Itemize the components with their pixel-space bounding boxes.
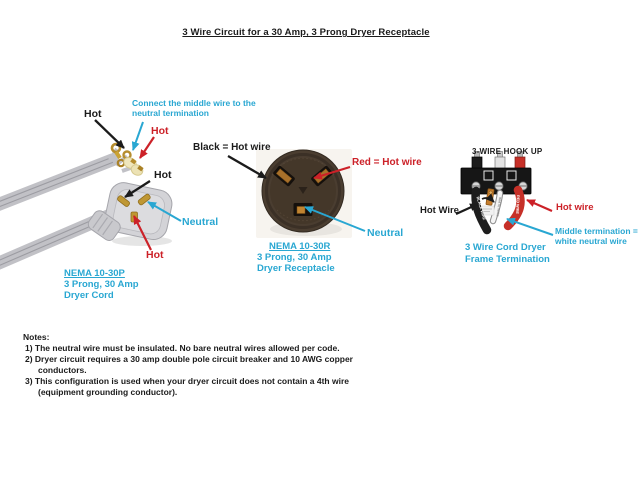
connect-note-line2: neutral termination: [132, 108, 209, 118]
notes-heading: Notes:: [23, 332, 50, 342]
label-hot-wire-right: Hot wire: [556, 202, 594, 213]
caption-plug-line1: NEMA 10-30P: [64, 268, 125, 279]
label-middle-termination: [555, 226, 638, 246]
red-wire-label: RED WIRE: [515, 194, 520, 215]
caption-plug: [64, 268, 139, 301]
caption-plug-line2: 3 Prong, 30 Amp: [64, 279, 139, 290]
terminal-block-illustration: [461, 152, 531, 231]
white-wire-label: WHITE WIRE: [495, 196, 502, 217]
note-line-2b: conductors.: [38, 365, 87, 375]
caption-hookup-line1: 3 Wire Cord Dryer: [465, 242, 546, 253]
note-line-3: 3) This configuration is used when your dryer circuit does not contain a 4th wire: [25, 376, 349, 386]
label-hot-terminal-right: Hot: [151, 125, 169, 137]
caption-receptacle-line1: NEMA 10-30R: [269, 241, 331, 252]
middle-termination-line2: white neutral wire: [555, 236, 627, 246]
caption-hookup: [465, 242, 550, 265]
notes-block: [23, 332, 353, 398]
connect-note-line1: Connect the middle wire to the: [132, 98, 256, 108]
label-neutral-receptacle: Neutral: [367, 227, 404, 239]
receptacle-photo: [256, 149, 352, 238]
plug: [86, 180, 175, 246]
caption-hookup-line2: Frame Termination: [465, 253, 550, 265]
caption-receptacle: [257, 241, 335, 274]
label-red-hot-wire: Red = Hot wire: [352, 157, 422, 168]
caption-plug-line3: Dryer Cord: [64, 290, 114, 301]
caption-receptacle-line3: Dryer Receptacle: [257, 263, 335, 274]
label-hot-wire-left: Hot Wire: [420, 205, 459, 216]
label-hot-terminal-left: Hot: [84, 108, 102, 120]
black-wire-label: BLACK WIRE: [475, 196, 487, 221]
label-hot-plug-bottom: Hot: [146, 249, 164, 261]
label-neutral-plug: Neutral: [182, 216, 219, 228]
middle-termination-line1: Middle termination =: [555, 226, 638, 236]
label-hot-plug-top: Hot: [154, 169, 172, 181]
label-black-hot-wire: Black = Hot wire: [193, 142, 271, 153]
note-line-3b: (equipment grounding conductor).: [38, 387, 178, 397]
hookup-heading: 3-WIRE HOOK UP: [472, 147, 543, 156]
note-line-1: 1) The neutral wire must be insulated. No bare neutral wires allowed per code.: [25, 343, 340, 353]
note-line-2: 2) Dryer circuit requires a 30 amp double pole circuit breaker and 10 AWG copper: [25, 354, 353, 364]
caption-receptacle-line2: 3 Prong, 30 Amp: [257, 252, 332, 263]
page-title: 3 Wire Circuit for a 30 Amp, 3 Prong Dryer Receptacle: [182, 27, 430, 38]
label-connect-note: [132, 98, 256, 118]
